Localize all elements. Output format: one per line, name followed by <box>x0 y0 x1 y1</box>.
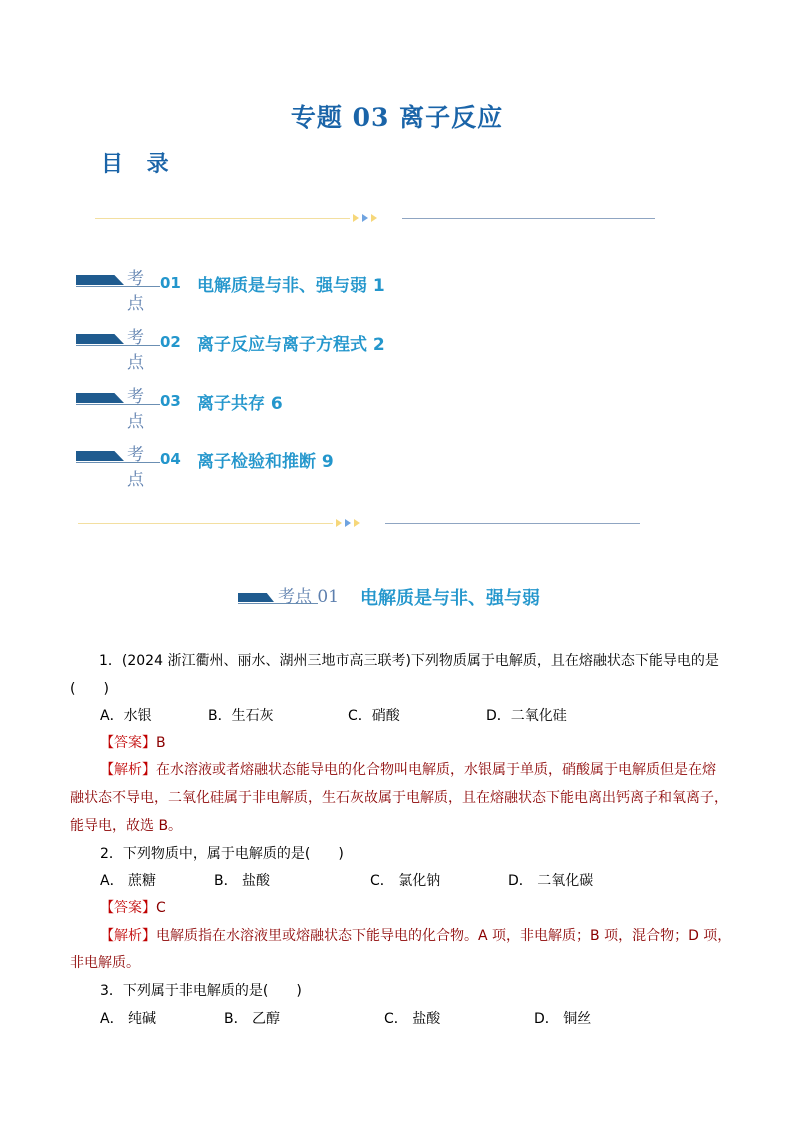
option-a: A． 纯碱 <box>100 1011 157 1027</box>
analysis-label: 【解析】 <box>100 762 156 778</box>
option-b: B． 乙醇 <box>224 1011 281 1027</box>
option-a: A．水银 <box>100 708 152 724</box>
toc-link[interactable]: 离子反应与离子方程式 2 <box>197 335 385 355</box>
kaodian-badge: 考点 <box>76 325 160 349</box>
arrow-icon <box>362 214 368 222</box>
question-1-answer <box>100 732 166 752</box>
divider-bottom <box>78 517 640 529</box>
option-d: D． 二氧化碳 <box>508 873 594 889</box>
toc-link[interactable]: 离子检验和推断 9 <box>197 452 334 472</box>
question-2-analysis: 【解析】电解质指在水溶液里或熔融状态下能导电的化合物。A 项，非电解质；B 项，混合物；D 项， <box>100 928 732 944</box>
question-1-analysis-cont: 能导电，故选 B。 <box>70 818 183 834</box>
banner-shape-icon <box>76 275 124 285</box>
question-2-analysis-cont: 非电解质。 <box>70 955 140 971</box>
option-b: B． 盐酸 <box>214 873 271 889</box>
banner-shape-icon <box>76 451 124 461</box>
option-d: D．二氧化硅 <box>486 708 567 724</box>
question-2-answer <box>100 897 166 917</box>
kaodian-badge: 考点 <box>76 442 160 466</box>
banner-shape-icon <box>76 393 124 403</box>
question-2-stem: 2．下列物质中，属于电解质的是( ) <box>100 846 344 862</box>
option-c: C．硝酸 <box>348 708 400 724</box>
question-3-options <box>100 1008 700 1028</box>
question-1-stem: 1．(2024 浙江衢州、丽水、湖州三地市高三联考)下列物质属于电解质，且在熔融状态下能导电的是 <box>99 653 719 669</box>
option-c: C． 氯化钠 <box>370 873 441 889</box>
answer-label: 【答案】 <box>100 900 156 916</box>
question-1-analysis: 【解析】在水溶液或者熔融状态能导电的化合物叫电解质，水银属于单质，硝酸属于电解质但是在熔 <box>100 762 716 778</box>
question-1-stem-cont: ( ) <box>70 681 109 697</box>
question-1-options <box>100 705 700 725</box>
section-title: 电解质是与非、强与弱 <box>360 588 540 609</box>
question-2-options <box>100 870 700 890</box>
arrow-icon <box>353 214 359 222</box>
banner-shape-icon <box>238 593 274 602</box>
kaodian-badge: 考点 <box>76 266 160 290</box>
toc-heading: 目 录 <box>101 152 177 177</box>
arrow-icon <box>345 519 351 527</box>
option-c: C． 盐酸 <box>384 1011 441 1027</box>
divider-top <box>95 212 655 224</box>
option-a: A． 蔗糖 <box>100 873 157 889</box>
toc-number: 04 <box>160 450 181 468</box>
option-b: B．生石灰 <box>208 708 274 724</box>
answer-value: B <box>156 735 166 751</box>
toc-link[interactable]: 离子共存 6 <box>197 394 283 414</box>
toc-link[interactable]: 电解质是与非、强与弱 1 <box>197 276 385 296</box>
answer-label: 【答案】 <box>100 735 156 751</box>
arrow-icon <box>354 519 360 527</box>
answer-value: C <box>156 900 166 916</box>
question-1-analysis-cont: 融状态不导电，二氧化硅属于非电解质，生石灰故属于电解质，且在熔融状态下能电离出钙离子和氧离子， <box>70 790 728 806</box>
analysis-label: 【解析】 <box>100 928 156 944</box>
arrow-icon <box>371 214 377 222</box>
section-badge: 考点 01 <box>278 587 340 607</box>
question-3-stem: 3．下列属于非电解质的是( ) <box>100 983 302 999</box>
page-title: 专题 03 离子反应 <box>290 103 504 132</box>
arrow-icon <box>336 519 342 527</box>
toc-number: 01 <box>160 274 181 292</box>
option-d: D． 铜丝 <box>534 1011 592 1027</box>
toc-number: 03 <box>160 392 181 410</box>
banner-shape-icon <box>76 334 124 344</box>
kaodian-badge: 考点 <box>76 384 160 408</box>
toc-number: 02 <box>160 333 181 351</box>
